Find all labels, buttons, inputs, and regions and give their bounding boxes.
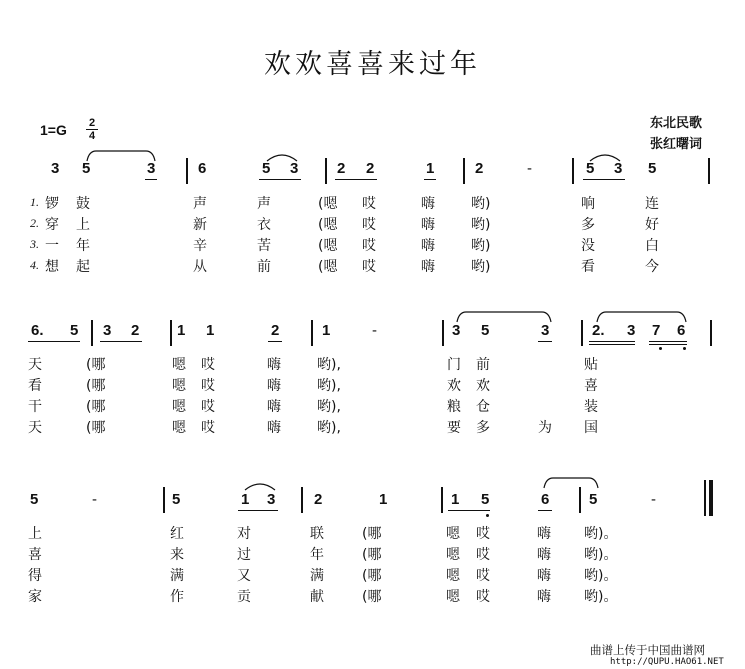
lyric-syllable: 哎	[201, 378, 215, 394]
lyric-syllable: (哪	[86, 399, 106, 415]
lyric-syllable: 要	[447, 420, 461, 436]
lyric-syllable: 嗯	[172, 378, 186, 394]
note: 6	[198, 160, 207, 177]
barline	[301, 487, 303, 513]
lyric-syllable: (嗯	[318, 196, 338, 212]
lyric-syllable: (哪	[86, 357, 106, 373]
lyric-syllable: (嗯	[318, 217, 338, 233]
note: 1	[322, 322, 331, 339]
time-sig-bottom: 4	[88, 130, 96, 142]
note: 5	[82, 160, 91, 177]
lyric-syllable: (嗯	[318, 238, 338, 254]
lyric-syllable: 哎	[476, 526, 490, 542]
lyric-syllable: 嗯	[172, 357, 186, 373]
lyric-syllable: 看	[581, 259, 595, 275]
lyric-syllable: 哎	[201, 357, 215, 373]
lyric-syllable: (哪	[362, 589, 382, 605]
barline	[579, 487, 581, 513]
lyric-syllable: 嗯	[446, 568, 460, 584]
slur	[589, 152, 621, 162]
note: 2.	[592, 322, 605, 339]
lyric-syllable: 鼓	[76, 196, 90, 212]
barline	[170, 320, 172, 346]
lyric-syllable: 穿	[45, 217, 59, 233]
slur	[244, 481, 276, 491]
underline	[335, 179, 377, 180]
barline	[442, 320, 444, 346]
note: 5	[30, 491, 39, 508]
lyric-syllable: 贡	[237, 589, 251, 605]
watermark-url: http://QUPU.HAO61.NET	[610, 657, 724, 667]
note: 1	[451, 491, 460, 508]
underline	[448, 510, 490, 511]
lyric-syllable: 今	[645, 259, 659, 275]
lyric-syllable: (哪	[362, 547, 382, 563]
lyric-syllable: 好	[645, 217, 659, 233]
song-title: 欢欢喜喜来过年	[264, 49, 481, 80]
note: 2	[366, 160, 375, 177]
lyric-syllable: 响	[581, 196, 595, 212]
lyric-syllable: 嗨	[267, 420, 281, 436]
lyric-syllable: 红	[170, 526, 184, 542]
lyric-syllable: 过	[237, 547, 251, 563]
underline	[538, 510, 552, 511]
lyric-syllable: 嗨	[267, 357, 281, 373]
lyric-syllable: 装	[584, 399, 598, 415]
lyric-syllable: 哎	[362, 259, 376, 275]
lyric-syllable: 从	[193, 259, 207, 275]
lyric-syllable: 哎	[362, 217, 376, 233]
barline	[463, 158, 465, 184]
lyric-syllable: 年	[76, 238, 90, 254]
lyric-syllable: 嗨	[421, 196, 435, 212]
lyric-syllable: 哎	[476, 547, 490, 563]
barline	[163, 487, 165, 513]
underline	[100, 341, 142, 342]
underline	[649, 341, 687, 342]
key-signature: 1=G	[40, 122, 67, 138]
watermark-text: 曲谱上传于中国曲谱网	[590, 643, 705, 657]
lyric-syllable: 声	[193, 196, 207, 212]
lyric-syllable: 苦	[257, 238, 271, 254]
lyric-syllable: 嗨	[267, 399, 281, 415]
lyric-syllable: 多	[476, 420, 490, 436]
underline-double	[649, 344, 687, 345]
lyric-syllable: 嗯	[446, 547, 460, 563]
lyric-syllable: 嗯	[172, 399, 186, 415]
lyric-syllable: 嗨	[537, 589, 551, 605]
lyric-syllable: 哎	[201, 399, 215, 415]
lyric-syllable: 来	[170, 547, 184, 563]
note: 6.	[31, 322, 44, 339]
slur	[543, 477, 599, 489]
note: 3	[452, 322, 461, 339]
lyric-syllable: 贴	[584, 357, 598, 373]
barline	[572, 158, 574, 184]
lyric-syllable: 哟)。	[584, 589, 618, 605]
lyric-syllable: 嗯	[446, 589, 460, 605]
lyric-syllable: 哎	[362, 238, 376, 254]
verse-number: 2.	[30, 216, 39, 230]
lyric-syllable: 锣	[45, 196, 59, 212]
lyric-syllable: 白	[645, 238, 659, 254]
underline	[538, 341, 552, 342]
lyric-syllable: (哪	[362, 526, 382, 542]
note: 6	[677, 322, 686, 339]
time-sig-top: 2	[88, 117, 96, 129]
verse-number: 3.	[30, 237, 39, 251]
underline	[583, 179, 625, 180]
barline	[186, 158, 188, 184]
lyric-syllable: 满	[170, 568, 184, 584]
note: 1	[177, 322, 186, 339]
lyric-syllable: 一	[45, 238, 59, 254]
lyric-syllable: 满	[310, 568, 324, 584]
dash-extension: -	[372, 322, 377, 339]
lyric-syllable: 年	[310, 547, 324, 563]
underline	[238, 510, 278, 511]
lyric-syllable: 哎	[362, 196, 376, 212]
dash-extension: -	[92, 491, 97, 508]
lyric-syllable: 哎	[201, 420, 215, 436]
note: 5	[262, 160, 271, 177]
lyric-syllable: 嗨	[537, 547, 551, 563]
lyric-syllable: 干	[28, 399, 42, 415]
lyric-syllable: 天	[28, 357, 42, 373]
note: 7	[652, 322, 661, 339]
lyric-syllable: 新	[193, 217, 207, 233]
lyric-syllable: 想	[45, 259, 59, 275]
slur	[266, 152, 298, 162]
final-barline-thin	[704, 480, 706, 516]
lyric-syllable: 哎	[476, 589, 490, 605]
lyric-syllable: (哪	[86, 420, 106, 436]
lyric-syllable: 得	[28, 568, 42, 584]
lyric-syllable: 喜	[28, 547, 42, 563]
note: 3	[541, 322, 550, 339]
lyric-syllable: 哟)。	[584, 526, 618, 542]
note: 5	[586, 160, 595, 177]
underline	[589, 341, 635, 342]
lyric-syllable: 嗯	[446, 526, 460, 542]
lyric-syllable: 喜	[584, 378, 598, 394]
note: 1	[379, 491, 388, 508]
note: 2	[337, 160, 346, 177]
lyricist-credit: 张红曙词	[650, 137, 703, 152]
lyric-syllable: 天	[28, 420, 42, 436]
lyric-syllable: 哟)	[471, 259, 491, 275]
lyric-syllable: 嗨	[537, 526, 551, 542]
barline	[441, 487, 443, 513]
lyric-syllable: (哪	[362, 568, 382, 584]
note: 3	[51, 160, 60, 177]
note: 3	[614, 160, 623, 177]
lyric-syllable: 献	[310, 589, 324, 605]
underline	[145, 179, 157, 180]
lyric-syllable: 哟)。	[584, 568, 618, 584]
lyric-syllable: 哟)	[471, 238, 491, 254]
underline	[268, 341, 282, 342]
lyric-syllable: 衣	[257, 217, 271, 233]
lyric-syllable: 上	[76, 217, 90, 233]
lyric-syllable: 对	[237, 526, 251, 542]
underline	[424, 179, 436, 180]
slur	[86, 150, 156, 162]
slur	[456, 311, 552, 323]
underline	[259, 179, 301, 180]
note: 5	[172, 491, 181, 508]
lyric-syllable: 连	[645, 196, 659, 212]
lyric-syllable: 辛	[193, 238, 207, 254]
note: 3	[627, 322, 636, 339]
lyric-syllable: 哟),	[317, 399, 341, 415]
barline	[311, 320, 313, 346]
note: 2	[314, 491, 323, 508]
dash-extension: -	[527, 160, 532, 177]
lyric-syllable: 上	[28, 526, 42, 542]
note: 1	[241, 491, 250, 508]
lyric-syllable: 哟),	[317, 420, 341, 436]
note: 5	[70, 322, 79, 339]
lyric-syllable: 为	[538, 420, 552, 436]
note: 3	[103, 322, 112, 339]
lyric-syllable: 国	[584, 420, 598, 436]
lyric-syllable: (哪	[86, 378, 106, 394]
lyric-syllable: 没	[581, 238, 595, 254]
lyric-syllable: 粮	[447, 399, 461, 415]
note: 5	[481, 491, 490, 508]
lyric-syllable: 多	[581, 217, 595, 233]
lyric-syllable: 嗨	[421, 238, 435, 254]
barline	[708, 158, 710, 184]
underline	[28, 341, 80, 342]
lyric-syllable: 哟),	[317, 378, 341, 394]
lyric-syllable: 起	[76, 259, 90, 275]
barline	[710, 320, 712, 346]
low-octave-dot	[683, 347, 686, 350]
note: 5	[589, 491, 598, 508]
origin-credit: 东北民歌	[650, 116, 703, 131]
lyric-syllable: 嗨	[537, 568, 551, 584]
underline-double	[589, 344, 635, 345]
note: 5	[648, 160, 657, 177]
note: 2	[475, 160, 484, 177]
barline	[91, 320, 93, 346]
lyric-syllable: 哟),	[317, 357, 341, 373]
note: 3	[267, 491, 276, 508]
note: 3	[147, 160, 156, 177]
final-barline-thick	[709, 480, 713, 516]
lyric-syllable: 欢	[447, 378, 461, 394]
lyric-syllable: 欢	[476, 378, 490, 394]
lyric-syllable: 哟)。	[584, 547, 618, 563]
lyric-syllable: 门	[447, 357, 461, 373]
lyric-syllable: 联	[310, 526, 324, 542]
lyric-syllable: 哎	[476, 568, 490, 584]
lyric-syllable: 又	[237, 568, 251, 584]
lyric-syllable: 看	[28, 378, 42, 394]
note: 1	[426, 160, 435, 177]
lyric-syllable: 嗯	[172, 420, 186, 436]
lyric-syllable: 声	[257, 196, 271, 212]
lyric-syllable: 仓	[476, 399, 490, 415]
lyric-syllable: 嗨	[421, 259, 435, 275]
barline	[325, 158, 327, 184]
lyric-syllable: 家	[28, 589, 42, 605]
slur	[596, 311, 687, 323]
low-octave-dot	[486, 514, 489, 517]
lyric-syllable: 前	[476, 357, 490, 373]
note: 6	[541, 491, 550, 508]
lyric-syllable: 哟)	[471, 217, 491, 233]
barline	[581, 320, 583, 346]
dash-extension: -	[651, 491, 656, 508]
note: 5	[481, 322, 490, 339]
verse-number: 4.	[30, 258, 39, 272]
verse-number: 1.	[30, 195, 39, 209]
lyric-syllable: 前	[257, 259, 271, 275]
low-octave-dot	[659, 347, 662, 350]
lyric-syllable: 作	[170, 589, 184, 605]
note: 2	[131, 322, 140, 339]
lyric-syllable: 嗨	[421, 217, 435, 233]
lyric-syllable: 哟)	[471, 196, 491, 212]
note: 3	[290, 160, 299, 177]
note: 2	[271, 322, 280, 339]
lyric-syllable: 嗨	[267, 378, 281, 394]
time-signature	[86, 118, 98, 141]
lyric-syllable: (嗯	[318, 259, 338, 275]
note: 1	[206, 322, 215, 339]
